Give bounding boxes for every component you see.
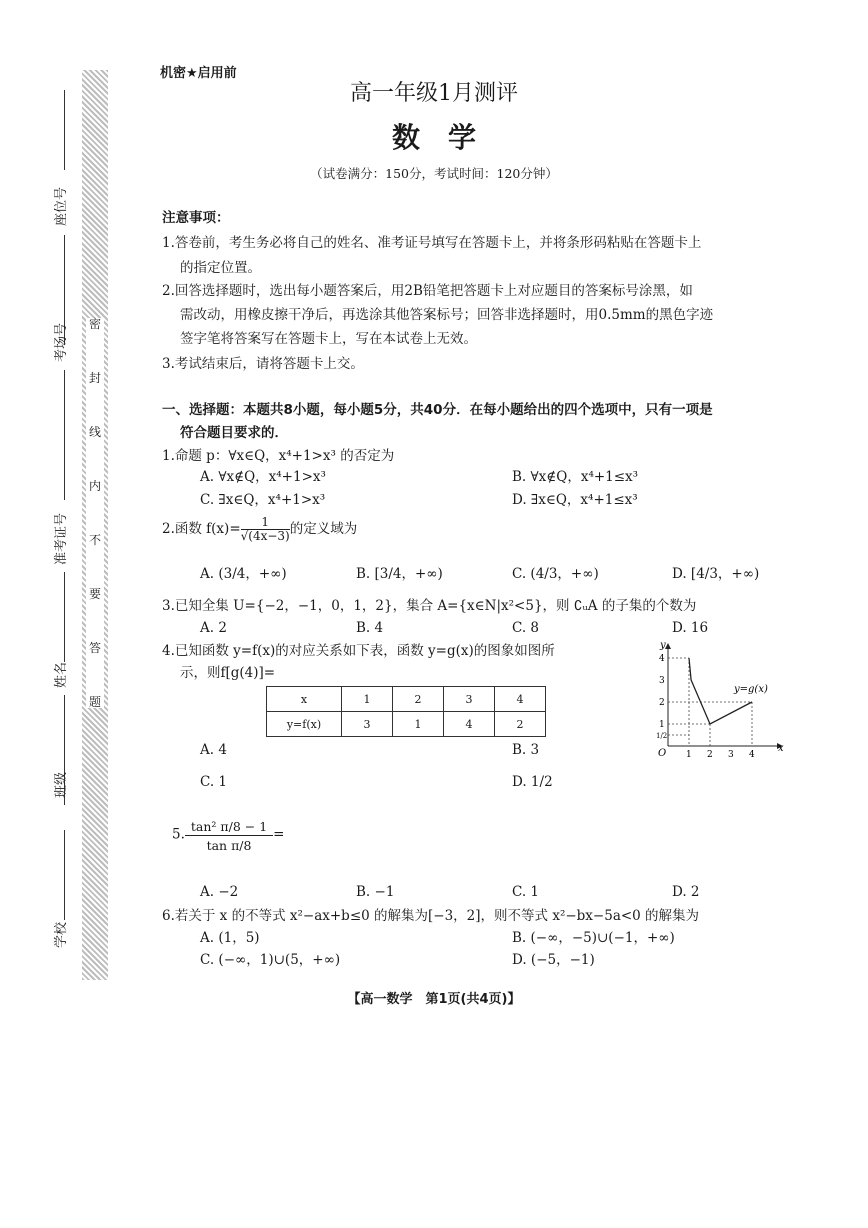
q1-option-c: C. ∃x∈Q，x⁴+1>x³ <box>200 492 326 508</box>
notice-line: 的指定位置。 <box>180 260 261 276</box>
section-heading: 一、选择题：本题共8小题，每小题5分，共40分．在每小题给出的四个选项中，只有一项是 <box>162 402 713 418</box>
seal-line-text <box>86 318 104 708</box>
table-cell: 2 <box>393 687 444 712</box>
section-heading: 符合题目要求的． <box>180 425 288 441</box>
q4-stem-line2: 示，则f[g(4)]= <box>180 665 276 681</box>
q5-prefix: 5. <box>172 826 185 843</box>
q5-fraction <box>185 818 273 852</box>
q1-stem: 1.命题 p：∀x∈Q，x⁴+1>x³ 的否定为 <box>162 448 395 464</box>
table-cell: 3 <box>342 712 393 737</box>
subject-title: 数 学 <box>391 121 476 154</box>
x-tick-label: 3 <box>728 750 734 760</box>
x-tick-label: 1 <box>686 750 692 760</box>
admission-number-label: 准考证号 <box>54 512 69 565</box>
notice-line: 需改动，用橡皮擦干净后，再选涂其他答案标号；回答非选择题时，用0.5mm的黑色字迹 <box>180 307 714 323</box>
seal-char: 要 <box>88 587 101 601</box>
page-footer: 【高一数学 第1页(共4页)】 <box>347 992 521 1007</box>
seal-char: 密 <box>88 317 101 331</box>
q6-option-b: B. (−∞，−5)∪(−1，+∞) <box>512 930 675 946</box>
table-cell: 4 <box>495 687 546 712</box>
origin-label: O <box>658 748 667 759</box>
q5-denominator: tan π/8 <box>206 838 252 853</box>
table-cell: 2 <box>495 712 546 737</box>
y-tick-label: 1 <box>659 720 665 730</box>
y-tick-label: 2 <box>659 698 665 708</box>
notice-line: 2.回答选择题时，选出每小题答案后，用2B铅笔把答题卡上对应题目的答案标号涂黑，如 <box>162 283 693 299</box>
q2-numerator: 1 <box>241 516 290 530</box>
q1-option-d: D. ∃x∈Q，x⁴+1≤x³ <box>512 492 638 508</box>
seal-char: 线 <box>88 425 101 439</box>
q2-option-a: A. (3/4，+∞) <box>200 566 287 582</box>
curve-label: y=g(x) <box>734 684 768 695</box>
y-tick-label: 1/2 <box>656 732 668 740</box>
class-label: 班级 <box>54 771 69 798</box>
y-tick-label: 4 <box>659 654 665 664</box>
exam-title: 高一年级1月测评 <box>350 81 518 106</box>
guide-lines <box>668 658 752 746</box>
q3-option-a: A. 2 <box>200 620 227 636</box>
y-tick-labels <box>656 654 667 740</box>
q6-option-d: D. (−5，−1) <box>512 952 595 968</box>
q2-stem <box>162 516 357 543</box>
q5-numerator: tan² π/8 − 1 <box>185 818 273 836</box>
x-tick-label: 2 <box>707 750 713 760</box>
q3-stem: 3.已知全集 U={−2，−1，0，1，2}，集合 A={x∈N|x²<5}，则 ∁ᵤA 的子集的个数为 <box>162 598 697 614</box>
q4-option-a: A. 4 <box>200 742 227 758</box>
q3-option-c: C. 8 <box>512 620 540 636</box>
fill-line <box>64 830 65 920</box>
q3-option-d: D. 16 <box>672 620 709 636</box>
q1-option-a: A. ∀x∉Q，x⁴+1>x³ <box>200 469 326 485</box>
table-cell: 3 <box>444 687 495 712</box>
q4-stem-line1: 4.已知函数 y=f(x)的对应关系如下表，函数 y=g(x)的图象如图所 <box>162 643 555 659</box>
q5-option-d: D. 2 <box>672 884 700 900</box>
q2-option-b: B. [3/4，+∞) <box>356 566 443 582</box>
q6-stem: 6.若关于 x 的不等式 x²−ax+b≤0 的解集为[−3，2]，则不等式 x²−bx−5a<0 的解集为 <box>162 908 700 924</box>
seal-char: 内 <box>88 479 101 493</box>
q5-suffix: = <box>273 826 285 843</box>
q6-option-a: A. (1，5) <box>200 930 260 946</box>
q2-denominator: √(4x−3) <box>240 529 290 543</box>
exam-room-label: 考场号 <box>54 322 69 362</box>
seal-char: 封 <box>88 371 101 385</box>
notice-line: 3.考试结束后，请将答题卡上交。 <box>162 356 364 372</box>
q5-option-b: B. −1 <box>356 884 395 900</box>
y-tick-label: 3 <box>659 676 665 686</box>
q5-option-a: A. −2 <box>200 884 239 900</box>
school-label: 学校 <box>54 921 69 948</box>
seal-char: 题 <box>88 695 101 709</box>
notice-line: 签字笔将答案写在答题卡上，写在本试卷上无效。 <box>180 331 477 347</box>
f-table <box>266 686 546 737</box>
q2-prefix: 2.函数 f(x)= <box>162 521 241 537</box>
q2-option-c: C. (4/3，+∞) <box>512 566 599 582</box>
q5-stem <box>172 818 284 852</box>
seal-char: 答 <box>88 641 101 655</box>
q6-option-c: C. (−∞，1)∪(5，+∞) <box>200 952 341 968</box>
fill-line <box>64 370 65 500</box>
x-axis-label: x <box>778 743 784 754</box>
x-tick-label: 4 <box>749 750 755 760</box>
table-header-x: x <box>267 687 342 712</box>
table-cell: 1 <box>342 687 393 712</box>
q2-option-d: D. [4/3，+∞) <box>672 566 760 582</box>
table-cell: 4 <box>444 712 495 737</box>
notice-heading: 注意事项： <box>162 210 230 226</box>
q4-option-c: C. 1 <box>200 774 228 790</box>
seal-char: 不 <box>88 533 101 547</box>
q2-fraction <box>241 516 290 543</box>
q3-option-b: B. 4 <box>356 620 384 636</box>
g-graph <box>640 640 790 760</box>
q4-option-b: B. 3 <box>512 742 540 758</box>
table-header-y: y=f(x) <box>267 712 342 737</box>
confidential-mark: 机密★启用前 <box>160 66 237 81</box>
q1-option-b: B. ∀x∉Q，x⁴+1≤x³ <box>512 469 639 485</box>
fill-line <box>64 572 65 662</box>
q2-suffix: 的定义域为 <box>289 521 358 537</box>
y-axis-label: y <box>660 640 666 651</box>
exam-info: （试卷满分：150分，考试时间：120分钟） <box>310 166 558 181</box>
table-cell: 1 <box>393 712 444 737</box>
notice-line: 1.答卷前，考生务必将自己的姓名、准考证号填写在答题卡上，并将条形码粘贴在答题卡上 <box>162 235 702 251</box>
x-tick-labels <box>686 750 755 760</box>
q5-option-c: C. 1 <box>512 884 540 900</box>
q4-option-d: D. 1/2 <box>512 774 553 790</box>
name-label: 姓名 <box>54 661 69 688</box>
seat-number-label: 座位号 <box>54 186 69 226</box>
